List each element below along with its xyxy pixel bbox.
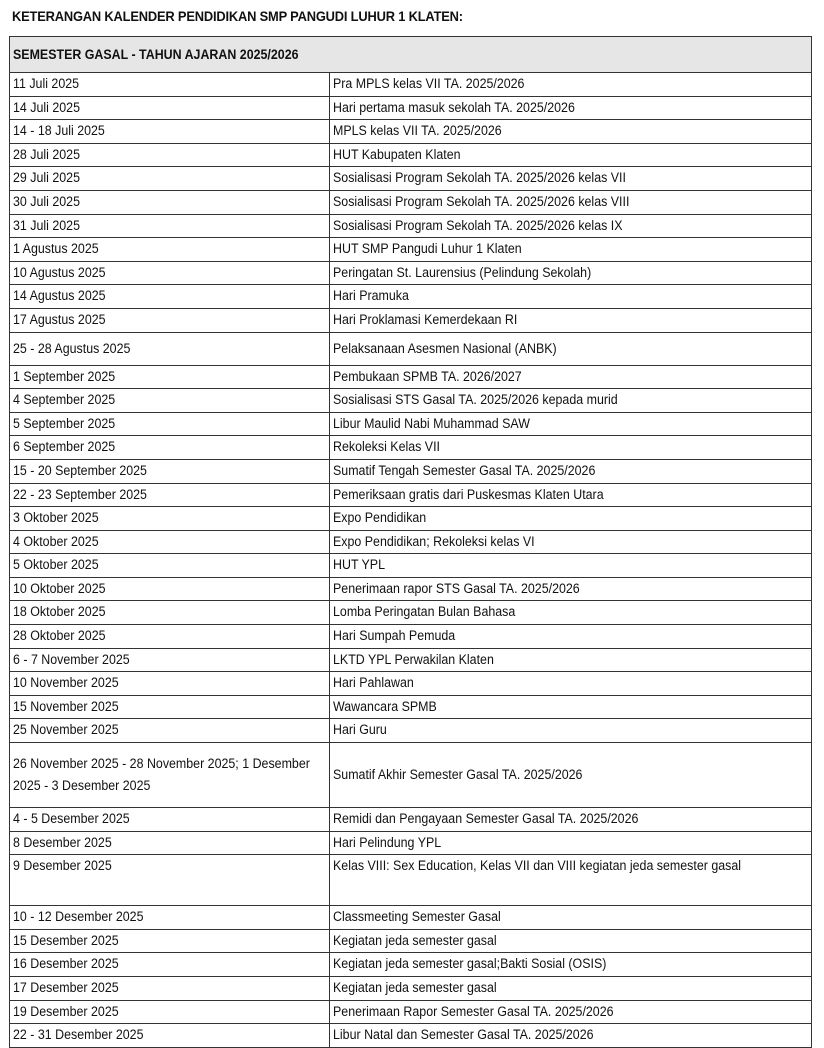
date-cell: [10, 831, 330, 855]
date-cell: [10, 73, 330, 97]
date-cell: [10, 648, 330, 672]
date-cell: [10, 530, 330, 554]
date-cell: [10, 412, 330, 436]
date-text: 10 - 12 Desember 2025: [13, 909, 144, 925]
event-text: Rekoleksi Kelas VII: [333, 439, 441, 455]
date-text: 18 Oktober 2025: [13, 604, 106, 620]
event-text: Expo Pendidikan: [333, 510, 427, 526]
event-text: Hari pertama masuk sekolah TA. 2025/2026: [333, 99, 575, 115]
date-text: 28 Juli 2025: [13, 146, 80, 162]
date-text: 14 - 18 Juli 2025: [13, 123, 105, 139]
table-row: [10, 929, 812, 953]
date-text: 3 Oktober 2025: [13, 510, 99, 526]
event-cell: [330, 167, 812, 191]
date-cell: [10, 459, 330, 483]
date-text: 22 - 31 Desember 2025: [13, 1027, 144, 1043]
event-cell: [330, 530, 812, 554]
table-row: [10, 436, 812, 460]
date-text: 4 September 2025: [13, 392, 116, 408]
event-text: Peringatan St. Laurensius (Pelindung Sekolah): [333, 264, 592, 280]
date-text: 6 September 2025: [13, 439, 116, 455]
date-cell: [10, 808, 330, 832]
table-row: [10, 507, 812, 531]
date-cell: [10, 601, 330, 625]
table-row: [10, 96, 812, 120]
event-text: Lomba Peringatan Bulan Bahasa: [333, 604, 516, 620]
event-cell: [330, 743, 812, 808]
event-cell: [330, 601, 812, 625]
table-row: [10, 953, 812, 977]
date-text: 29 Juli 2025: [13, 170, 80, 186]
date-cell: [10, 977, 330, 1001]
document-title: KETERANGAN KALENDER PENDIDIKAN SMP PANGUDI LUHUR 1 KLATEN:: [12, 8, 463, 24]
event-text: Pemeriksaan gratis dari Puskesmas Klaten Utara: [333, 486, 604, 502]
table-row: [10, 719, 812, 743]
table-row: [10, 601, 812, 625]
event-cell: [330, 483, 812, 507]
event-cell: [330, 96, 812, 120]
event-text: Wawancara SPMB: [333, 698, 437, 714]
event-cell: [330, 554, 812, 578]
date-text: 17 Agustus 2025: [13, 311, 106, 327]
table-row: [10, 412, 812, 436]
event-cell: [330, 929, 812, 953]
date-cell: [10, 214, 330, 238]
event-cell: [330, 855, 812, 906]
date-cell: [10, 483, 330, 507]
date-text: 10 November 2025: [13, 675, 119, 691]
date-cell: [10, 436, 330, 460]
date-text: 1 September 2025: [13, 368, 116, 384]
event-cell: [330, 285, 812, 309]
event-cell: [330, 672, 812, 696]
date-cell: [10, 743, 330, 808]
event-cell: [330, 977, 812, 1001]
date-cell: [10, 285, 330, 309]
event-text: Hari Pelindung YPL: [333, 834, 442, 850]
date-cell: [10, 554, 330, 578]
table-row: [10, 308, 812, 332]
date-cell: [10, 625, 330, 649]
date-text: 31 Juli 2025: [13, 217, 80, 233]
date-text: 8 Desember 2025: [13, 834, 112, 850]
event-cell: [330, 648, 812, 672]
event-text: Pembukaan SPMB TA. 2026/2027: [333, 368, 522, 384]
event-text: Pra MPLS kelas VII TA. 2025/2026: [333, 76, 525, 91]
table-row: [10, 672, 812, 696]
event-text: Hari Sumpah Pemuda: [333, 628, 456, 644]
event-cell: [330, 412, 812, 436]
table-row: [10, 625, 812, 649]
event-text: Libur Natal dan Semester Gasal TA. 2025/2026: [333, 1027, 594, 1043]
table-row: [10, 365, 812, 389]
event-cell: [330, 1000, 812, 1024]
date-cell: [10, 261, 330, 285]
date-text: 19 Desember 2025: [13, 1003, 119, 1019]
table-row: [10, 648, 812, 672]
date-cell: [10, 507, 330, 531]
event-text: Kelas VIII: Sex Education, Kelas VII dan VIII kegiatan jeda semester gasal: [333, 858, 742, 874]
event-cell: [330, 143, 812, 167]
event-text: HUT YPL: [333, 557, 386, 573]
date-text: 5 Oktober 2025: [13, 557, 99, 573]
table-row: [10, 143, 812, 167]
table-row: [10, 261, 812, 285]
date-cell: [10, 365, 330, 389]
semester-header: [10, 37, 812, 73]
event-cell: [330, 459, 812, 483]
date-cell: [10, 389, 330, 413]
table-row: [10, 1000, 812, 1024]
event-text: Pelaksanaan Asesmen Nasional (ANBK): [333, 340, 557, 356]
date-text: 10 Agustus 2025: [13, 264, 106, 280]
event-cell: [330, 332, 812, 365]
date-cell: [10, 855, 330, 906]
date-text: 14 Agustus 2025: [13, 288, 106, 304]
event-cell: [330, 238, 812, 262]
event-text: HUT Kabupaten Klaten: [333, 146, 461, 162]
semester-header-text: SEMESTER GASAL - TAHUN AJARAN 2025/2026: [13, 46, 299, 62]
event-cell: [330, 308, 812, 332]
table-row: [10, 238, 812, 262]
event-cell: [330, 953, 812, 977]
table-row: [10, 483, 812, 507]
date-cell: [10, 719, 330, 743]
event-text: Hari Guru: [333, 722, 387, 738]
table-row: [10, 530, 812, 554]
event-text: Remidi dan Pengayaan Semester Gasal TA. 2025/2026: [333, 811, 639, 827]
table-row: [10, 695, 812, 719]
date-text: 4 - 5 Desember 2025: [13, 811, 130, 827]
event-cell: [330, 577, 812, 601]
event-cell: [330, 214, 812, 238]
date-text: 17 Desember 2025: [13, 980, 119, 995]
table-row: [10, 577, 812, 601]
date-text: 15 November 2025: [13, 698, 119, 714]
table-row: [10, 855, 812, 906]
date-text: 30 Juli 2025: [13, 193, 80, 209]
date-text: 5 September 2025: [13, 415, 116, 431]
table-row: [10, 808, 812, 832]
event-text: Expo Pendidikan; Rekoleksi kelas VI: [333, 533, 535, 549]
event-cell: [330, 906, 812, 930]
event-cell: [330, 73, 812, 97]
event-cell: [330, 436, 812, 460]
date-text: 28 Oktober 2025: [13, 628, 106, 644]
date-cell: [10, 695, 330, 719]
date-cell: [10, 672, 330, 696]
date-cell: [10, 1024, 330, 1048]
event-text: Penerimaan rapor STS Gasal TA. 2025/2026: [333, 580, 580, 596]
date-cell: [10, 332, 330, 365]
date-cell: [10, 953, 330, 977]
date-text: 15 - 20 September 2025: [13, 462, 147, 478]
table-row: [10, 214, 812, 238]
date-text: 10 Oktober 2025: [13, 580, 106, 596]
event-cell: [330, 507, 812, 531]
date-cell: [10, 906, 330, 930]
event-cell: [330, 365, 812, 389]
date-cell: [10, 238, 330, 262]
table-row: [10, 977, 812, 1001]
date-cell: [10, 190, 330, 214]
event-text: Sosialisasi Program Sekolah TA. 2025/2026 kelas VIII: [333, 193, 630, 209]
event-text: MPLS kelas VII TA. 2025/2026: [333, 123, 502, 139]
event-text: HUT SMP Pangudi Luhur 1 Klaten: [333, 241, 522, 257]
event-text: Sosialisasi Program Sekolah TA. 2025/2026 kelas IX: [333, 217, 623, 233]
event-text: Hari Pramuka: [333, 288, 409, 304]
event-text: LKTD YPL Perwakilan Klaten: [333, 651, 494, 667]
event-cell: [330, 695, 812, 719]
date-text: 26 November 2025 - 28 November 2025; 1 Desember 2025 - 3 Desember 2025: [13, 756, 310, 794]
table-row: [10, 285, 812, 309]
date-cell: [10, 577, 330, 601]
event-text: Classmeeting Semester Gasal: [333, 909, 501, 925]
date-cell: [10, 308, 330, 332]
event-text: Penerimaan Rapor Semester Gasal TA. 2025/2026: [333, 1003, 614, 1019]
event-text: Hari Proklamasi Kemerdekaan RI: [333, 311, 518, 327]
date-cell: [10, 96, 330, 120]
table-row: [10, 906, 812, 930]
table-row: [10, 73, 812, 97]
table-row: [10, 459, 812, 483]
date-cell: [10, 167, 330, 191]
date-cell: [10, 1000, 330, 1024]
date-text: 1 Agustus 2025: [13, 241, 99, 257]
date-cell: [10, 143, 330, 167]
event-text: Sumatif Tengah Semester Gasal TA. 2025/2026: [333, 462, 596, 478]
date-text: 9 Desember 2025: [13, 858, 112, 874]
date-text: 25 November 2025: [13, 722, 119, 738]
event-cell: [330, 261, 812, 285]
table-row: [10, 389, 812, 413]
event-cell: [330, 719, 812, 743]
table-row: [10, 332, 812, 365]
table-row: [10, 167, 812, 191]
event-cell: [330, 389, 812, 413]
event-cell: [330, 190, 812, 214]
table-row: [10, 190, 812, 214]
date-cell: [10, 929, 330, 953]
event-text: Kegiatan jeda semester gasal: [333, 932, 497, 948]
calendar-table: [9, 36, 812, 1048]
date-text: 25 - 28 Agustus 2025: [13, 340, 131, 356]
event-cell: [330, 120, 812, 144]
date-text: 15 Desember 2025: [13, 932, 119, 948]
date-text: 6 - 7 November 2025: [13, 651, 130, 667]
event-text: Sosialisasi STS Gasal TA. 2025/2026 kepada murid: [333, 392, 618, 408]
event-cell: [330, 625, 812, 649]
event-cell: [330, 808, 812, 832]
event-text: Sosialisasi Program Sekolah TA. 2025/2026 kelas VII: [333, 170, 626, 186]
event-cell: [330, 1024, 812, 1048]
event-text: Kegiatan jeda semester gasal;Bakti Sosial (OSIS): [333, 956, 607, 972]
date-text: 11 Juli 2025: [13, 76, 80, 91]
date-text: 14 Juli 2025: [13, 99, 80, 115]
event-text: Libur Maulid Nabi Muhammad SAW: [333, 415, 530, 431]
date-text: 4 Oktober 2025: [13, 533, 99, 549]
date-text: 16 Desember 2025: [13, 956, 119, 972]
table-row: [10, 1024, 812, 1048]
date-text: 22 - 23 September 2025: [13, 486, 147, 502]
event-cell: [330, 831, 812, 855]
event-text: Sumatif Akhir Semester Gasal TA. 2025/2026: [333, 767, 583, 783]
event-text: Hari Pahlawan: [333, 675, 414, 691]
calendar-rows: [10, 73, 812, 1048]
table-row: [10, 554, 812, 578]
table-row: [10, 831, 812, 855]
event-text: Kegiatan jeda semester gasal: [333, 980, 497, 995]
table-row: [10, 120, 812, 144]
date-cell: [10, 120, 330, 144]
table-row: [10, 743, 812, 808]
